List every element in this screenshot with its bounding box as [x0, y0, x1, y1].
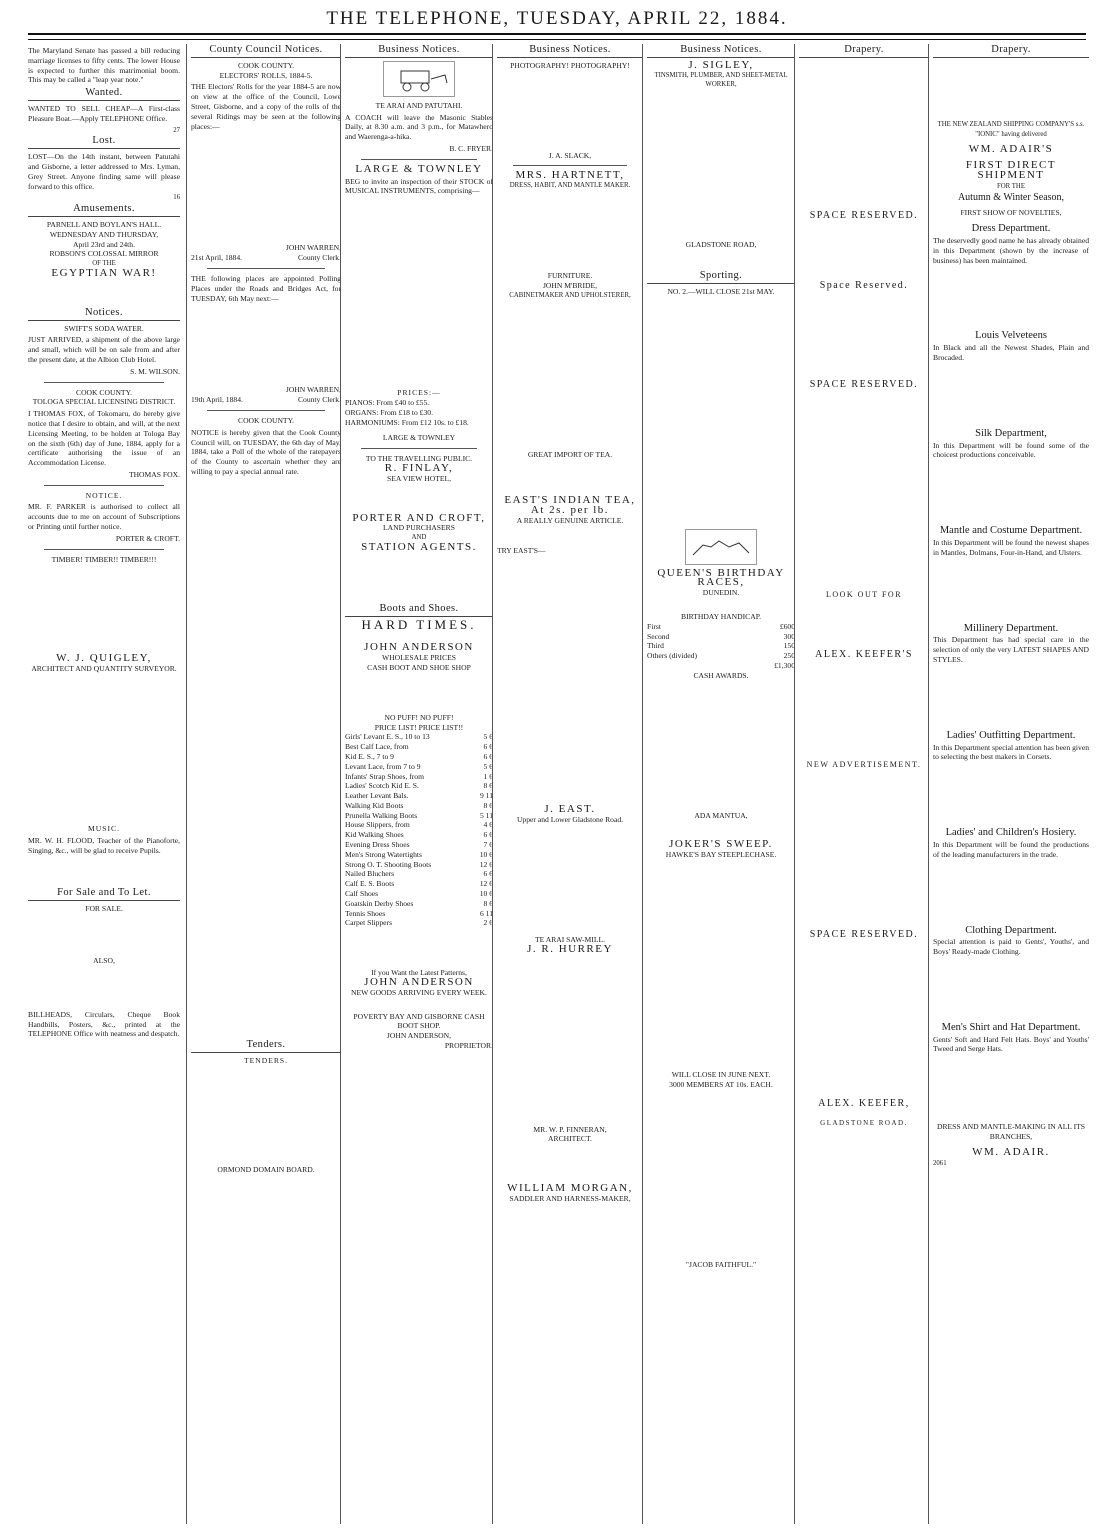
- keefer-name-2: ALEX. KEEFER,: [818, 1098, 910, 1110]
- drapery-heading: Drapery.: [799, 44, 929, 58]
- season-line: Autumn & Winter Season,: [957, 191, 1065, 203]
- price-item: House Slippers, from: [345, 820, 410, 830]
- timber-title: TIMBER! TIMBER!! TIMBER!!!: [51, 554, 157, 564]
- space-reserved-3: SPACE RESERVED.: [809, 379, 919, 391]
- price-value: 6 6: [483, 742, 493, 752]
- column-6: [794, 44, 929, 1524]
- department-text: In this Department will be found some of the choicest productions conceivable.: [933, 440, 1089, 460]
- keefer-name: ALEX. KEEFER'S: [815, 648, 913, 660]
- travelling-public: TO THE TRAVELLING PUBLIC.: [365, 454, 473, 464]
- prize-total: £1,300: [774, 660, 795, 670]
- price-item: Kid E. S., 7 to 9: [345, 751, 394, 761]
- porter-signature: PORTER & CROFT.: [115, 533, 180, 543]
- price-row: [345, 918, 493, 928]
- price-item: Strong O. T. Shooting Boots: [345, 859, 432, 869]
- prize-row: [647, 651, 795, 661]
- price-value: 5 6: [483, 761, 493, 771]
- title-rule: [28, 33, 1086, 40]
- morgan-name: WILLIAM MORGAN,: [507, 1182, 633, 1195]
- saw-mill-title: TE ARAI SAW-MILL.: [534, 934, 606, 944]
- soda-title: SWIFT'S SODA WATER.: [64, 323, 144, 333]
- show-war: EGYPTIAN WAR!: [51, 266, 157, 279]
- amusements-heading: Amusements.: [28, 203, 180, 217]
- newspaper-title: THE TELEPHONE, TUESDAY, APRIL 22, 1884.: [326, 8, 788, 29]
- price-row: [345, 791, 493, 801]
- price-row: [345, 899, 493, 909]
- soda-text: JUST ARRIVED, a shipment of the above large and small, which will be on sale from and after the present date, at the Albion Club Hotel.: [28, 335, 180, 364]
- price-value: 9 11: [479, 791, 493, 801]
- price-item: Ladies' Scotch Kid E. S.: [345, 781, 419, 791]
- fryer-signature: B. C. FRYER.: [449, 143, 493, 153]
- price-row: [345, 909, 493, 919]
- price-value: 6 11: [479, 908, 493, 918]
- patterns-line: If you Want the Latest Patterns,: [371, 968, 467, 978]
- prize-place: Second: [647, 631, 670, 641]
- hall-name: PARNELL AND BOYLAN'S HALL.: [46, 219, 162, 229]
- show-days: WEDNESDAY AND THURSDAY,: [49, 229, 159, 239]
- price-row: [345, 772, 493, 782]
- for-the: FOR THE: [996, 182, 1025, 190]
- department-heading: Men's Shirt and Hat Department.: [941, 1021, 1081, 1033]
- divider: [44, 485, 164, 486]
- show-dates: April 23rd and 24th.: [72, 239, 135, 249]
- prize-row: [647, 632, 795, 642]
- first-shipment: FIRST DIRECT SHIPMENT: [965, 159, 1057, 181]
- parker-notice: MR. F. PARKER is authorised to collect all accounts due to me on account of Subscriptions or Printing until further notice.: [28, 502, 180, 532]
- hurrey-name: J. R. HURREY: [527, 942, 613, 955]
- ad-number: 2061: [933, 1159, 947, 1167]
- finlay-name: R. FINLAY,: [384, 461, 454, 474]
- wanted-ad: WANTED TO SELL CHEAP—A First-class Pleasure Boat.—Apply TELEPHONE Office.: [28, 103, 180, 123]
- proprietor-title: PROPRIETOR.: [444, 1041, 493, 1051]
- show-of: OF THE: [92, 260, 116, 268]
- large-townley-footer: LARGE & TOWNLEY: [382, 433, 456, 443]
- anderson-name: JOHN ANDERSON: [364, 641, 474, 654]
- department-text: Gents' Soft and Hard Felt Hats. Boys' and Youths' Tweed and Serge Hats.: [933, 1034, 1089, 1054]
- price-item: Carpet Slippers: [345, 918, 393, 928]
- price-row: [345, 752, 493, 762]
- price-value: 6 6: [483, 830, 493, 840]
- price-row: [345, 889, 493, 899]
- poll-notice: NOTICE is hereby given that the Cook County Council will, on TUESDAY, the 6th day of May, 1884, take a Poll of the whole of the ratepayers of the County to ascertain whether they are willing to pay a special annual rate.: [191, 427, 341, 476]
- tologa-district: TOLOGA SPECIAL LICENSING DISTRICT.: [32, 397, 176, 407]
- department-heading: Ladies' and Children's Hosiery.: [945, 827, 1077, 839]
- genuine-article: A REALLY GENUINE ARTICLE.: [516, 515, 624, 525]
- price-row: [345, 869, 493, 879]
- prize-amount: 150: [783, 641, 795, 651]
- dunedin: DUNEDIN.: [702, 588, 740, 598]
- wanted-heading: Wanted.: [28, 87, 180, 101]
- sporting-heading: Sporting.: [647, 270, 795, 284]
- department-heading: Clothing Department.: [965, 924, 1057, 936]
- show-title: ROBSON'S COLOSSAL MIRROR: [49, 249, 159, 259]
- price-row: [345, 860, 493, 870]
- anderson-name: JOHN ANDERSON: [364, 976, 474, 989]
- price-item: Best Calf Lace, from: [345, 742, 409, 752]
- wholesale-prices: WHOLESALE PRICES: [381, 653, 457, 663]
- new-goods: NEW GOODS ARRIVING EVERY WEEK.: [351, 987, 487, 997]
- price-item: Levant Lace, from 7 to 9: [345, 761, 421, 771]
- rolls-text: THE Electors' Rolls for the year 1884-5 are now on view at the office of the Council, Lowe Street, Gisborne, and a copy of the rolls of the several Ridings may be seen at the following places:—: [191, 82, 341, 131]
- business-heading: Business Notices.: [345, 44, 493, 58]
- fox-signature: THOMAS FOX.: [128, 469, 180, 479]
- intro-paragraph: The Maryland Senate has passed a bill reducing marriage licenses to fifty cents. The lower House is expected to further this matrimonial boom. This may be called a "leap year note.": [28, 46, 180, 85]
- for-sale: FOR SALE.: [85, 904, 123, 914]
- furniture-title: FURNITURE.: [547, 270, 593, 280]
- sigley-name: J. SIGLEY,: [688, 58, 754, 71]
- column-1: [28, 44, 180, 1524]
- close-june: WILL CLOSE IN JUNE NEXT.: [671, 1069, 771, 1079]
- price-item: Walking Kid Boots: [345, 800, 404, 810]
- ormond-title: ORMOND DOMAIN BOARD.: [217, 1165, 315, 1175]
- proprietor-name: JOHN ANDERSON,: [386, 1031, 452, 1041]
- price-row: [345, 820, 493, 830]
- j-east: J. EAST.: [544, 803, 596, 816]
- department-text: In this Department special attention has been given to selecting the best makers in Corsets.: [933, 742, 1089, 762]
- fox-notice: I THOMAS FOX, of Tokomaru, do hereby give notice that I desire to obtain, and will, at the next Licensing Meeting, to be holden at Tologa Bay on the sixth (6th) day of June, 1884, apply for a certificate authorising the issue of an Accommodation License.: [28, 409, 180, 468]
- lost-ad: LOST—On the 14th instant, between Patutahi and Gisborne, a letter addressed to Mrs. Lyman, Grey Street. Anyone finding same will please forward to this office.: [28, 152, 180, 191]
- no-puff: NO PUFF! NO PUFF!: [384, 712, 454, 722]
- billheads-ad: BILLHEADS, Circulars, Cheque Book Handbills, Posters, &c., printed at the TELEPHONE Office with neatness and despatch.: [28, 1009, 180, 1039]
- harmoniums-price: HARMONIUMS: From £12 10s. to £18.: [345, 417, 469, 427]
- price-item: Men's Strong Watertights: [345, 849, 422, 859]
- prize-place: Third: [647, 641, 664, 651]
- tea-title: GREAT IMPORT OF TEA.: [527, 450, 613, 460]
- soda-signature: S. M. WILSON.: [130, 366, 180, 376]
- price-value: 7 6: [483, 840, 493, 850]
- price-item: Calf E. S. Boots: [345, 879, 395, 889]
- adair-name: WM. ADAIR'S: [968, 143, 1054, 156]
- council-heading: County Council Notices.: [191, 44, 341, 58]
- keefer-address: GLADSTONE ROAD.: [820, 1119, 908, 1128]
- price-value: 10 6: [479, 849, 493, 859]
- business-heading: Business Notices.: [497, 44, 643, 58]
- tenders-heading: Tenders.: [191, 1039, 341, 1053]
- department-text: In this Department will be found the productions of the leading manufacturers in the trade.: [933, 839, 1089, 859]
- price-item: Calf Shoes: [345, 889, 379, 899]
- sale-heading: For Sale and To Let.: [28, 887, 180, 901]
- tenders-title: TENDERS.: [243, 1055, 289, 1065]
- cabinet-maker: CABINETMAKER AND UPHOLSTERER,: [509, 291, 631, 299]
- quigley-name: W. J. QUIGLEY,: [56, 652, 152, 665]
- department-text: This Department has had special care in the selection of only the very LATEST SHAPES AND STYLES.: [933, 635, 1089, 664]
- tinsmith-title: TINSMITH, PLUMBER, AND SHEET-METAL WORKER,: [654, 71, 788, 89]
- column-2: [186, 44, 341, 1524]
- column-4: [492, 44, 643, 1524]
- hotel-name: SEA VIEW HOTEL,: [386, 473, 452, 483]
- department-text: The deservedly good name he has already obtained in this Department (shown by the increase of business) has been maintained.: [933, 235, 1089, 265]
- and-word: AND: [411, 534, 427, 542]
- prize-place: Others (divided): [647, 651, 697, 661]
- adair-signature: WM. ADAIR.: [972, 1145, 1050, 1158]
- space-reserved-2: Space Reserved.: [819, 279, 909, 291]
- column-7: [928, 44, 1089, 1524]
- divider: [513, 165, 627, 166]
- lost-number: 16: [173, 194, 180, 202]
- price-value: 8 6: [483, 898, 493, 908]
- department-list: [933, 224, 1089, 1114]
- hard-times: HARD TIMES.: [361, 616, 477, 632]
- quigley-profession: ARCHITECT AND QUANTITY SURVEYOR.: [31, 664, 177, 674]
- clerk-name: JOHN WARREN,: [285, 243, 341, 253]
- organs-price: ORGANS: From £18 to £30.: [345, 407, 433, 417]
- price-value: 12 6: [479, 879, 493, 889]
- price-row: [345, 850, 493, 860]
- notice-date: 21st April, 1884.: [191, 253, 243, 263]
- column-5: [642, 44, 795, 1524]
- divider: [361, 159, 477, 160]
- arai-title: TE ARAI AND PATUTAHI.: [375, 100, 463, 110]
- price-value: 8 6: [483, 800, 493, 810]
- price-value: 5 6: [483, 732, 493, 742]
- price-row: [345, 762, 493, 772]
- price-item: Goatskin Derby Shoes: [345, 898, 414, 908]
- hawkes-bay: HAWKE'S BAY STEEPLECHASE.: [665, 850, 777, 860]
- dress-making: DRESS AND MANTLE-MAKING IN ALL ITS BRANCHES,: [936, 1122, 1085, 1142]
- station-agents: STATION AGENTS.: [361, 540, 477, 553]
- cook-county: COOK COUNTY.: [238, 60, 294, 70]
- price-item: Infants' Strap Shoes, from: [345, 771, 424, 781]
- department-heading: Mantle and Costume Department.: [939, 525, 1083, 537]
- east-tea: EAST'S INDIAN TEA,: [504, 494, 636, 507]
- large-townley: LARGE & TOWNLEY: [355, 162, 483, 175]
- price-item: Prunella Walking Boots: [345, 810, 418, 820]
- horses-illustration: [685, 529, 757, 565]
- department-text: In Black and all the Newest Shades, Plain and Brocaded.: [933, 343, 1089, 362]
- jacob-faithful: "JACOB FAITHFUL.": [685, 1259, 757, 1269]
- boots-heading: Boots and Shoes.: [345, 603, 493, 617]
- price-list-title: PRICE LIST! PRICE LIST!!: [374, 722, 464, 732]
- saddler-title: SADDLER AND HARNESS-MAKER,: [509, 1193, 631, 1203]
- department-heading: Ladies' Outfitting Department.: [946, 729, 1076, 741]
- members-line: 3000 MEMBERS AT 10s. EACH.: [669, 1079, 773, 1089]
- price-item: Nailed Bluchers: [345, 869, 395, 879]
- prize-amount: 250: [783, 651, 795, 661]
- divider: [361, 448, 477, 449]
- notice-date: 19th April, 1884.: [191, 395, 243, 405]
- divider: [207, 410, 325, 411]
- price-value: 1 6: [483, 771, 493, 781]
- price-item: Leather Levant Bals.: [345, 791, 409, 801]
- ada-mantua: ADA MANTUA,: [694, 810, 748, 820]
- space-reserved-4: SPACE RESERVED.: [809, 928, 919, 940]
- slack-name: J. A. SLACK,: [548, 150, 592, 160]
- notices-heading: Notices.: [28, 307, 180, 321]
- prices-title: PRICES:—: [397, 388, 441, 398]
- department-text: Special attention is paid to Gents', Youths', and Boys' Ready-made Clothing.: [933, 937, 1089, 957]
- prize-table: [647, 622, 795, 661]
- price-row: [345, 840, 493, 850]
- price-item: Tennis Shoes: [345, 908, 386, 918]
- prize-row: [647, 622, 795, 632]
- sweep-close: NO. 2.—WILL CLOSE 21st MAY.: [667, 286, 775, 296]
- department-heading: Silk Department,: [975, 427, 1047, 439]
- price-item: Girls' Levant E. S., 10 to 13: [345, 732, 430, 742]
- price-row: [345, 781, 493, 791]
- price-row: [345, 732, 493, 742]
- price-row: [345, 879, 493, 889]
- divider: [44, 382, 164, 383]
- space-reserved-1: SPACE RESERVED.: [809, 209, 919, 221]
- instruments-text: BEG to invite an inspection of their STOCK of MUSICAL INSTRUMENTS, comprising—: [345, 176, 493, 196]
- price-row: [345, 830, 493, 840]
- finneran-title: ARCHITECT.: [548, 1134, 592, 1144]
- drapery-heading: Drapery.: [933, 44, 1089, 58]
- try-easts: TRY EAST'S—: [497, 545, 546, 555]
- dress-maker: DRESS, HABIT, AND MANTLE MAKER.: [509, 182, 631, 190]
- coach-illustration: [383, 61, 455, 97]
- tea-price: At 2s. per lb.: [530, 503, 610, 516]
- polling-text: THE following places are appointed Polling Places under the Roads and Bridges Act, for TUESDAY, 6th May next:—: [191, 273, 341, 303]
- prize-amount: £600: [779, 621, 795, 631]
- new-advertisement: NEW ADVERTISEMENT.: [806, 759, 922, 769]
- price-value: 12 6: [479, 859, 493, 869]
- price-value: 8 6: [483, 781, 493, 791]
- price-value: 10 6: [479, 889, 493, 899]
- prize-amount: 300: [783, 631, 795, 641]
- clerk-title: County Clerk.: [297, 395, 341, 405]
- department-heading: Dress Department.: [971, 223, 1051, 235]
- price-item: Kid Walking Shoes: [345, 830, 404, 840]
- price-row: [345, 742, 493, 752]
- novelties-line: FIRST SHOW OF NOVELTIES,: [960, 208, 1062, 218]
- jokers-sweep: JOKER'S SWEEP.: [669, 838, 773, 851]
- price-row: [345, 811, 493, 821]
- column-3: [340, 44, 493, 1524]
- cash-awards: CASH AWARDS.: [693, 670, 749, 680]
- music-title: MUSIC.: [88, 824, 120, 834]
- land-purchasers: LAND PURCHASERS: [383, 523, 455, 533]
- department-heading: Millinery Department.: [963, 622, 1059, 634]
- price-list: [345, 732, 493, 928]
- notice-title: NOTICE.: [85, 490, 123, 500]
- flood-ad: MR. W. H. FLOOD, Teacher of the Pianoforte, Singing, &c., will be glad to receive Pupils.: [28, 835, 180, 855]
- cash-shop: CASH BOOT AND SHOE SHOP: [367, 662, 471, 672]
- clerk-title: County Clerk.: [297, 253, 341, 263]
- price-value: 4 6: [483, 820, 493, 830]
- pianos-price: PIANOS: From £40 to £55.: [345, 397, 430, 407]
- look-out-for: LOOK OUT FOR: [825, 590, 903, 600]
- handicap-title: BIRTHDAY HANDICAP.: [681, 611, 761, 621]
- price-value: 6 6: [483, 751, 493, 761]
- price-value: 5 11: [479, 810, 493, 820]
- newspaper-page: [28, 44, 1088, 1524]
- rolls-title: ELECTORS' ROLLS, 1884-5.: [219, 70, 313, 80]
- photography-title: PHOTOGRAPHY! PHOTOGRAPHY!: [510, 60, 630, 70]
- price-row: [345, 801, 493, 811]
- prize-place: First: [647, 621, 661, 631]
- lost-heading: Lost.: [28, 135, 180, 149]
- porter-croft: PORTER AND CROFT,: [352, 511, 486, 524]
- cook-county: COOK COUNTY.: [238, 415, 294, 425]
- divider: [207, 268, 325, 269]
- wanted-number: 27: [173, 126, 180, 134]
- ionic-line: THE NEW ZEALAND SHIPPING COMPANY'S s.s. "IONIC" having delivered: [937, 120, 1085, 138]
- department-heading: Louis Velveteens: [975, 330, 1047, 342]
- east-address: Upper and Lower Gladstone Road.: [516, 815, 624, 825]
- divider: [44, 549, 164, 550]
- poverty-bay-shop: POVERTY BAY AND GISBORNE CASH BOOT SHOP.: [353, 1011, 485, 1031]
- department-text: In this Department will be found the newest shapes in Mantles, Dolmans, Four-in-Hand, and Ulsters.: [933, 537, 1089, 557]
- price-value: 2 6: [483, 918, 493, 928]
- cook-county: COOK COUNTY.: [76, 387, 132, 397]
- price-value: 6 6: [483, 869, 493, 879]
- prize-row: [647, 641, 795, 651]
- finneran-name: MR. W. P. FINNERAN,: [533, 1124, 607, 1134]
- coach-text: A COACH will leave the Masonic Stables Daily, at 8.30 a.m. and 3 p.m., for Matawhero and Waerenga-a-hika.: [345, 112, 493, 142]
- clerk-name: JOHN WARREN,: [285, 385, 341, 395]
- also: ALSO,: [93, 956, 115, 966]
- hartnett-name: MRS. HARTNETT,: [515, 169, 625, 182]
- business-heading: Business Notices.: [647, 44, 795, 58]
- price-item: Evening Dress Shoes: [345, 840, 410, 850]
- gladstone-road: GLADSTONE ROAD,: [685, 240, 757, 250]
- queens-birthday: QUEEN'S BIRTHDAY RACES,: [657, 566, 785, 589]
- mbride-name: JOHN M'BRIDE,: [542, 280, 598, 290]
